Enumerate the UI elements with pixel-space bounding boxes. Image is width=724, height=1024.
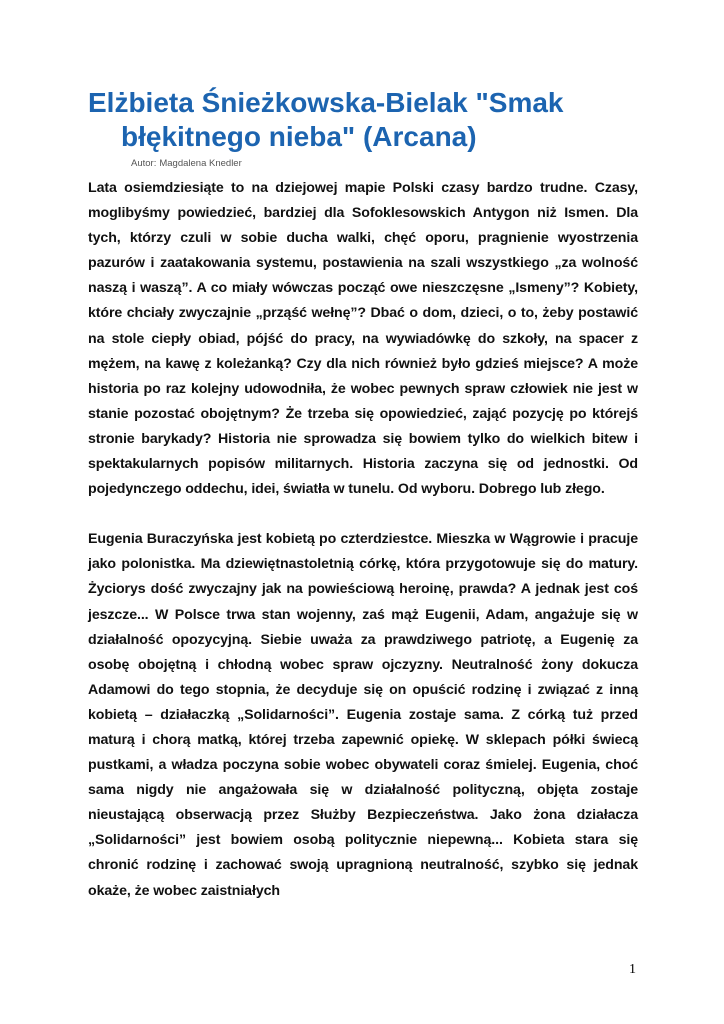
article-body (88, 176, 638, 904)
paragraph-1: Lata osiemdziesiąte to na dziejowej mapie Polski czasy bardzo trudne. Czasy, moglibyśmy powiedzieć, bardziej dla Sofoklesowskich Antygon niż Ismen. Dla tych, którzy czuli w sobie ducha walki, chęć oporu, pragnienie wyostrzenia pazurów i zaatakowania systemu, postawienia na szali wszystkiego „za wolność naszą i waszą”. A co miały wówczas począć owe nieszczęsne „Ismeny”? Kobiety, które chciały zwyczajnie „prząść wełnę”? Dbać o dom, dzieci, o to, żeby postawić na stole ciepły obiad, pójść do pracy, na wywiadówkę do szkoły, na spacer z mężem, na kawę z koleżanką? Czy dla nich również było gdzieś miejsce? A może historia po raz kolejny udowodniła, że wobec pewnych spraw człowiek nie jest w stanie pozostać obojętnym? Że trzeba się opowiedzieć, zająć pozycję po którejś stronie barykady? Historia nie sprowadza się bowiem tylko do wielkich bitew i spektakularnych popisów militarnych. Historia zaczyna się od jednostki. Od pojedynczego oddechu, idei, światła w tunelu. Od wyboru. Dobrego lub złego. (88, 180, 638, 498)
article-title: Elżbieta Śnieżkowska-Bielak "Smak błękitnego nieba" (Arcana) (88, 87, 564, 152)
paragraph-2: Eugenia Buraczyńska jest kobietą po czterdziestce. Mieszka w Wągrowie i pracuje jako polonistka. Ma dziewiętnastoletnią córkę, która przygotowuje się do matury. Życiorys dość zwyczajny jak na powieściową heroinę, prawda? A jednak jest coś jeszcze... W Polsce trwa stan wojenny, zaś mąż Eugenii, Adam, angażuje się w działalność opozycyjną. Siebie uważa za prawdziwego patriotę, a Eugenię za osobę obojętną i chłodną wobec spraw ojczyzny. Neutralność żony dokucza Adamowi do tego stopnia, że decyduje się on opuścić rodzinę i związać z inną kobietą – działaczką „Solidarności”. Eugenia zostaje sama. Z córką tuż przed maturą i chorą matką, której trzeba zapewnić opiekę. W sklepach półki świecą pustkami, a władza poczyna sobie wobec obywateli coraz śmielej. Eugenia, choć sama nigdy nie angażowała się w działalność polityczną, objęta zostaje nieustającą obserwacją przez Służby Bezpieczeństwa. Jako żona działacza „Solidarności” jest bowiem osobą politycznie niepewną... Kobieta stara się chronić rodzinę i zachować swoją upragnioną neutralność, szybko się jednak okaże, że wobec zaistniałych (88, 531, 638, 899)
page-number: 1 (629, 962, 636, 977)
author-name: Magdalena Knedler (159, 158, 242, 169)
author-line (131, 158, 242, 170)
author-label: Autor: (131, 158, 157, 169)
